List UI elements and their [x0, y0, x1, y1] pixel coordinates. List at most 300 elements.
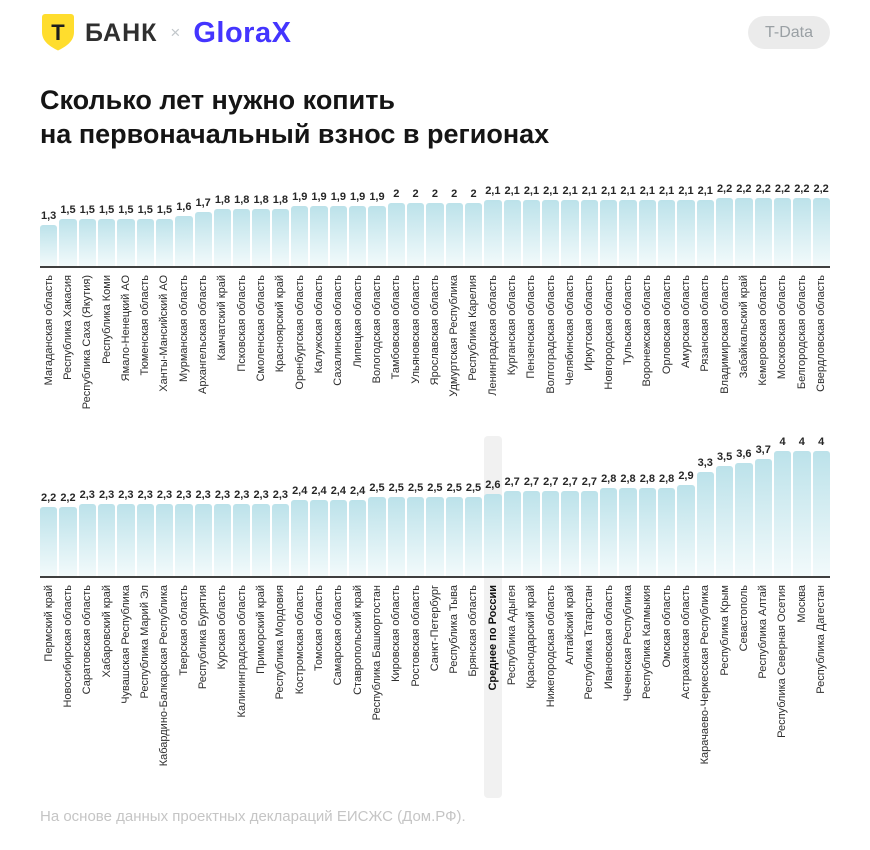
bar-column [291, 436, 308, 576]
bar-value-label: 3,5 [716, 450, 733, 463]
category-label: Калининградская область [235, 585, 248, 718]
category-label-cell [774, 578, 791, 798]
category-label-cell [658, 268, 675, 426]
category-label: Республика Алтай [757, 585, 770, 679]
category-label-cell [156, 578, 173, 798]
category-label: Оренбургская область [293, 275, 306, 390]
bar [697, 200, 714, 266]
bar-column [677, 183, 694, 266]
bar-column [233, 436, 250, 576]
bar [272, 504, 289, 576]
bar-column [426, 436, 443, 576]
category-label-cell [523, 268, 540, 426]
category-label-cell [755, 578, 772, 798]
category-label: Нижегородская область [544, 585, 557, 708]
bar [98, 504, 115, 576]
category-label-cell [600, 268, 617, 426]
bar-value-label: 2,3 [137, 488, 153, 501]
category-label: Карачаево-Черкесская Республика [699, 585, 712, 765]
bar [600, 200, 617, 266]
chart-row-1-bars [40, 183, 830, 268]
category-label-cell [639, 268, 656, 426]
bar [504, 491, 521, 576]
bar-value-label: 2,5 [388, 482, 404, 495]
bar-value-label: 2,1 [485, 184, 501, 197]
bar [813, 198, 830, 266]
bar [330, 206, 347, 266]
category-label-cell [137, 268, 154, 426]
bar-value-label: 2,6 [485, 479, 501, 492]
bar-column [310, 183, 327, 266]
bar-value-label: 2,3 [156, 488, 173, 501]
bar-column [310, 436, 327, 576]
category-label: Кировская область [390, 585, 403, 682]
bar-column [291, 183, 308, 266]
category-label: Республика Марий Эл [139, 585, 152, 699]
bar-column [349, 183, 366, 266]
bar-column [195, 183, 212, 266]
bar [137, 219, 154, 266]
category-label-cell [716, 578, 733, 798]
category-label-cell [368, 268, 385, 426]
bar-value-label: 1,5 [118, 203, 134, 216]
bar-column [98, 436, 115, 576]
bar [426, 203, 443, 266]
category-label: Саратовская область [81, 585, 94, 695]
bar-column [581, 436, 598, 576]
category-label: Чеченская Республика [621, 585, 634, 702]
bar-column [388, 183, 405, 266]
bar [233, 209, 250, 266]
bar [619, 488, 636, 576]
category-label: Республика Адыгея [506, 585, 519, 686]
bar-value-label: 2,5 [407, 482, 424, 495]
bar [484, 200, 501, 266]
bar-column [813, 183, 830, 266]
category-label-cell [40, 578, 57, 798]
category-label: Москва [795, 585, 808, 623]
category-label-cell [117, 268, 134, 426]
bar-column [658, 436, 675, 576]
bar-column [446, 183, 463, 266]
bar-column [774, 436, 791, 576]
bar-value-label: 1,5 [79, 203, 95, 216]
category-label: Новосибирская область [61, 585, 74, 708]
category-label-cell [349, 578, 366, 798]
bar-column [755, 183, 772, 266]
category-label-cell [735, 268, 752, 426]
bar [465, 497, 482, 576]
category-label: Смоленская область [255, 275, 268, 382]
glorax-logo: GloraX [193, 16, 292, 49]
bar-value-label: 1,7 [195, 197, 211, 210]
bar-column [214, 436, 231, 576]
bar [542, 491, 559, 576]
bar [40, 225, 57, 266]
bar-column [272, 436, 289, 576]
bar-value-label: 2,2 [794, 183, 810, 196]
category-label: Ямало-Ненецкий АО [119, 275, 132, 382]
category-label: Красноярский край [274, 275, 287, 373]
bar [310, 206, 327, 266]
bar [368, 206, 385, 266]
bar-value-label: 1,8 [253, 194, 269, 207]
bar-value-label: 2,5 [427, 482, 443, 495]
category-label: Республика Бурятия [197, 585, 210, 690]
bar [117, 504, 134, 576]
bar [446, 203, 463, 266]
category-label: Владимирская область [718, 275, 731, 394]
bar-column [639, 436, 656, 576]
bar-column [59, 183, 76, 266]
bar-column [561, 436, 578, 576]
bar-value-label: 2,5 [446, 482, 462, 495]
bar-value-label: 1,8 [272, 194, 289, 207]
category-label-cell [735, 578, 752, 798]
bar-column-average-highlight [484, 436, 501, 576]
category-label: Чувашская Республика [119, 585, 132, 704]
bar-value-label: 2,3 [253, 488, 269, 501]
bar-column [349, 436, 366, 576]
category-label-cell [504, 578, 521, 798]
category-label: Республика Коми [100, 275, 113, 364]
category-label: Тамбовская область [390, 275, 403, 380]
category-label: Свердловская область [815, 275, 828, 392]
collab-x-separator: × [170, 23, 181, 42]
bar-column [59, 436, 76, 576]
bar-column [388, 436, 405, 576]
bar-value-label: 3,6 [736, 447, 752, 460]
bar-value-label: 2,7 [543, 475, 559, 488]
category-label-cell [697, 268, 714, 426]
category-label-cell [214, 268, 231, 426]
category-label: Кемеровская область [757, 275, 770, 386]
category-label-cell [561, 268, 578, 426]
bar [156, 504, 173, 576]
category-label-cell [137, 578, 154, 798]
bar [98, 219, 115, 266]
bar-value-label: 1,9 [350, 191, 366, 204]
bar [735, 463, 752, 576]
category-label: Архангельская область [197, 275, 210, 395]
category-label: Санкт-Петербург [428, 585, 441, 672]
category-label-cell [79, 268, 96, 426]
category-label: Курганская область [506, 275, 519, 376]
bar [542, 200, 559, 266]
category-label: Хабаровский край [100, 585, 113, 678]
bar [813, 451, 830, 576]
bar [79, 219, 96, 266]
bar-column [40, 183, 57, 266]
category-label: Республика Калмыкия [641, 585, 654, 700]
category-label-cell [272, 268, 289, 426]
bar-value-label: 2,7 [562, 475, 578, 488]
category-label-cell [59, 268, 76, 426]
bar [291, 500, 308, 576]
bar-column [156, 436, 173, 576]
bar [407, 497, 424, 576]
bar [639, 200, 656, 266]
bar-column [735, 183, 752, 266]
tbank-shield-icon [40, 13, 76, 53]
category-label: Севастополь [737, 585, 750, 652]
bar [793, 198, 810, 266]
bar-value-label: 1,9 [330, 191, 346, 204]
category-label: Волгоградская область [544, 275, 557, 394]
category-label-cell [774, 268, 791, 426]
bar [291, 206, 308, 266]
category-label-cell [388, 268, 405, 426]
category-label: Камчатский край [216, 275, 229, 361]
category-label: Белгородская область [795, 275, 808, 390]
category-label: Республика Мордовия [274, 585, 287, 700]
category-label-cell [310, 578, 327, 798]
category-label-cell [581, 578, 598, 798]
bar [561, 200, 578, 266]
category-label: Вологодская область [370, 275, 383, 384]
bar-column [600, 183, 617, 266]
bar [349, 500, 366, 576]
tbank-logo-letter: Т [51, 20, 65, 45]
bar-column [40, 436, 57, 576]
bar [59, 219, 76, 266]
category-label-cell [542, 268, 559, 426]
bar [349, 206, 366, 266]
bar-column [484, 183, 501, 266]
category-label: Тульская область [621, 275, 634, 365]
bar-column [195, 436, 212, 576]
bar-value-label: 1,8 [214, 194, 231, 207]
category-label-cell [252, 578, 269, 798]
bar-value-label: 1,6 [176, 200, 192, 213]
category-label-cell [446, 578, 463, 798]
bar-value-label: 3,7 [755, 444, 771, 457]
bar-value-label: 1,3 [41, 210, 57, 223]
bar-column [175, 183, 192, 266]
category-label-cell [388, 578, 405, 798]
category-label-cell [465, 578, 482, 798]
bar-column [137, 436, 154, 576]
category-label-cell [813, 268, 830, 426]
bar [272, 209, 289, 266]
category-label: Удмуртская Республика [448, 275, 461, 397]
category-label: Ленинградская область [486, 275, 499, 396]
bar [774, 198, 791, 266]
bar [59, 507, 76, 576]
category-label-cell [523, 578, 540, 798]
bar [117, 219, 134, 266]
bar-column [677, 436, 694, 576]
category-label-cell [195, 578, 212, 798]
bar [658, 488, 675, 576]
category-label: Томская область [312, 585, 325, 671]
category-label-cell [233, 268, 250, 426]
bar [40, 507, 57, 576]
bar [658, 200, 675, 266]
bar-column [368, 183, 385, 266]
bar [252, 504, 269, 576]
category-label: Курская область [216, 585, 229, 670]
bar-column [735, 436, 752, 576]
bar-value-label: 4 [779, 436, 786, 449]
bar-column [330, 183, 347, 266]
category-label: Новгородская область [602, 275, 615, 390]
bar-column [465, 183, 482, 266]
bar [175, 216, 192, 266]
bar [755, 198, 772, 266]
page-title-line2: на первоначальный взнос в регионах [40, 119, 550, 150]
bar [484, 494, 501, 576]
bar [504, 200, 521, 266]
bar-column [619, 183, 636, 266]
bar-column [117, 183, 134, 266]
bar-column [542, 183, 559, 266]
bar-value-label: 1,5 [137, 203, 153, 216]
bar-column [156, 183, 173, 266]
bar-value-label: 2,4 [330, 485, 346, 498]
category-label-cell [484, 268, 501, 426]
bar-value-label: 2,3 [234, 488, 250, 501]
bar [368, 497, 385, 576]
bar-value-label: 2,3 [79, 488, 95, 501]
bar-value-label: 2,1 [620, 184, 636, 197]
category-label-cell [600, 578, 617, 798]
bar-value-label: 2,2 [41, 491, 57, 504]
bar-column [716, 436, 733, 576]
brand-logos [40, 13, 291, 53]
category-label: Пермский край [42, 585, 55, 662]
bar-value-label: 2,1 [581, 184, 598, 197]
bar-value-label: 2 [470, 188, 477, 201]
category-label: Республика Татарстан [583, 585, 596, 700]
bar [79, 504, 96, 576]
category-label-cell [407, 578, 424, 798]
bar [716, 198, 733, 266]
category-label-cell [639, 578, 656, 798]
category-label: Ульяновская область [409, 275, 422, 384]
bar-value-label: 2,3 [98, 488, 115, 501]
category-label: Ставропольский край [351, 585, 364, 695]
bar-column [542, 436, 559, 576]
category-label-cell [677, 578, 694, 798]
bar-column [252, 436, 269, 576]
category-label-cell [156, 268, 173, 426]
bar-value-label: 2,9 [678, 469, 694, 482]
bar-value-label: 2,4 [292, 485, 308, 498]
category-label: Мурманская область [177, 275, 190, 382]
category-label-cell [426, 268, 443, 426]
bar-value-label: 2 [451, 188, 458, 201]
bar-column [446, 436, 463, 576]
bar-value-label: 2,1 [678, 184, 694, 197]
bar-column [793, 183, 810, 266]
category-label-cell [561, 578, 578, 798]
header [40, 13, 830, 61]
bar-column [252, 183, 269, 266]
bar-column [407, 436, 424, 576]
category-label-cell [310, 268, 327, 426]
page-title-line1: Сколько лет нужно копить [40, 85, 396, 115]
category-label: Тверская область [177, 585, 190, 676]
category-label-cell [542, 578, 559, 798]
bar-value-label: 2 [412, 188, 419, 201]
category-label-cell [40, 268, 57, 426]
category-label: Республика Хакасия [61, 275, 74, 380]
category-label-cell [368, 578, 385, 798]
bar-column [504, 436, 521, 576]
category-label: Республика Северная Осетия [776, 585, 789, 738]
bar-value-label: 1,9 [292, 191, 308, 204]
bar-value-label: 2,8 [659, 472, 675, 485]
bar-value-label: 2,3 [176, 488, 192, 501]
bar-value-label: 3,3 [697, 457, 713, 470]
bar-value-label: 4 [818, 436, 825, 449]
category-label-cell [291, 578, 308, 798]
bar-column [697, 436, 714, 576]
category-label-cell [407, 268, 424, 426]
bar [619, 200, 636, 266]
category-label: Республика Башкортостан [370, 585, 383, 721]
bar [426, 497, 443, 576]
category-label: Калужская область [312, 275, 325, 374]
bar [465, 203, 482, 266]
bar [677, 485, 694, 576]
bar [252, 209, 269, 266]
bar-column [658, 183, 675, 266]
bar-column [465, 436, 482, 576]
category-label-cell [175, 268, 192, 426]
bar-value-label: 2,3 [195, 488, 211, 501]
category-label-cell [175, 578, 192, 798]
bar-value-label: 2,2 [716, 183, 733, 196]
category-label-cell [755, 268, 772, 426]
bar-column [619, 436, 636, 576]
bar [195, 212, 212, 266]
category-label-cell [793, 268, 810, 426]
bar-column [214, 183, 231, 266]
bar-column [117, 436, 134, 576]
bar [233, 504, 250, 576]
bar [137, 504, 154, 576]
category-label: Челябинская область [564, 275, 577, 386]
bar [310, 500, 327, 576]
category-label-cell [446, 268, 463, 426]
bar [755, 459, 772, 576]
category-label-cell [117, 578, 134, 798]
bar-column [272, 183, 289, 266]
bar-value-label: 2,4 [311, 485, 327, 498]
bar-column [793, 436, 810, 576]
category-label: Алтайский край [564, 585, 577, 665]
bar-value-label: 2,2 [774, 183, 791, 196]
bar-value-label: 2,8 [601, 472, 617, 485]
category-label-cell [697, 578, 714, 798]
bar-value-label: 2,8 [639, 472, 655, 485]
category-label-cell [59, 578, 76, 798]
category-label: Рязанская область [699, 275, 712, 372]
bar-value-label: 2,1 [639, 184, 655, 197]
category-label: Тюменская область [139, 275, 152, 376]
bar [735, 198, 752, 266]
bar-value-label: 1,8 [234, 194, 250, 207]
bar-column [137, 183, 154, 266]
bar-value-label: 2,1 [697, 184, 713, 197]
bar-column [368, 436, 385, 576]
category-label-cell [716, 268, 733, 426]
category-label: Иркутская область [583, 275, 596, 371]
category-label: Омская область [660, 585, 673, 668]
category-label-cell [484, 578, 501, 798]
